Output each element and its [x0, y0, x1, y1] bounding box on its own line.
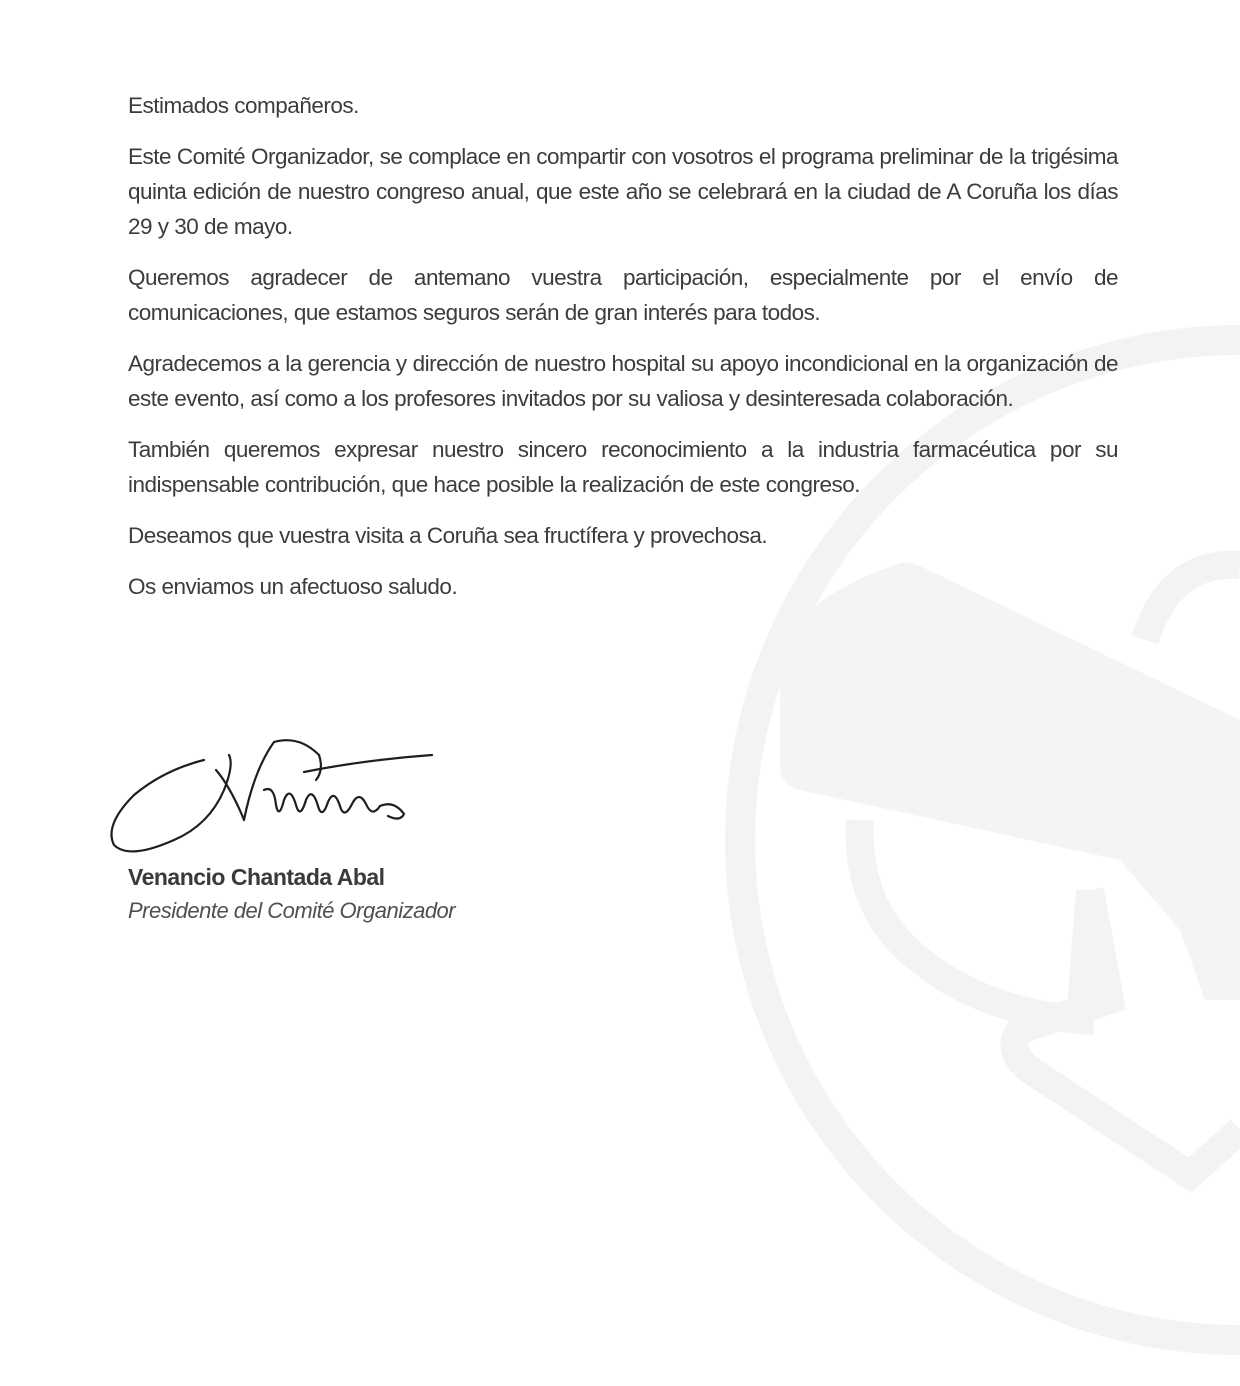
letter-body — [128, 88, 1118, 620]
handwritten-signature — [104, 730, 444, 860]
greeting: Estimados compañeros. — [128, 93, 359, 118]
signer-block — [128, 860, 455, 928]
paragraph-thanks-participation: Queremos agradecer de antemano vuestra participación, especialmente por el envío de comunicaciones, que estamos seguros serán de gran interés para todos. — [128, 265, 1118, 325]
paragraph-wishes: Deseamos que vuestra visita a Coruña sea fructífera y provechosa. — [128, 523, 768, 548]
paragraph-thanks-hospital: Agradecemos a la gerencia y dirección de nuestro hospital su apoyo incondicional en la organización de este evento, así como a los profesores invitados por su valiosa y desinteresada colaboración. — [128, 351, 1118, 411]
paragraph-program: Este Comité Organizador, se complace en compartir con vosotros el programa preliminar de la trigésima quinta edición de nuestro congreso anual, que este año se celebrará en la ciudad de A Coruña los días 29 y 30 de mayo. — [128, 144, 1118, 239]
closing: Os enviamos un afectuoso saludo. — [128, 574, 458, 599]
signer-role: Presidente del Comité Organizador — [128, 898, 456, 923]
paragraph-thanks-industry: También queremos expresar nuestro sincero reconocimiento a la industria farmacéutica por su indispensable contribución, que hace posible la realización de este congreso. — [128, 437, 1118, 497]
signer-name: Venancio Chantada Abal — [128, 864, 385, 890]
